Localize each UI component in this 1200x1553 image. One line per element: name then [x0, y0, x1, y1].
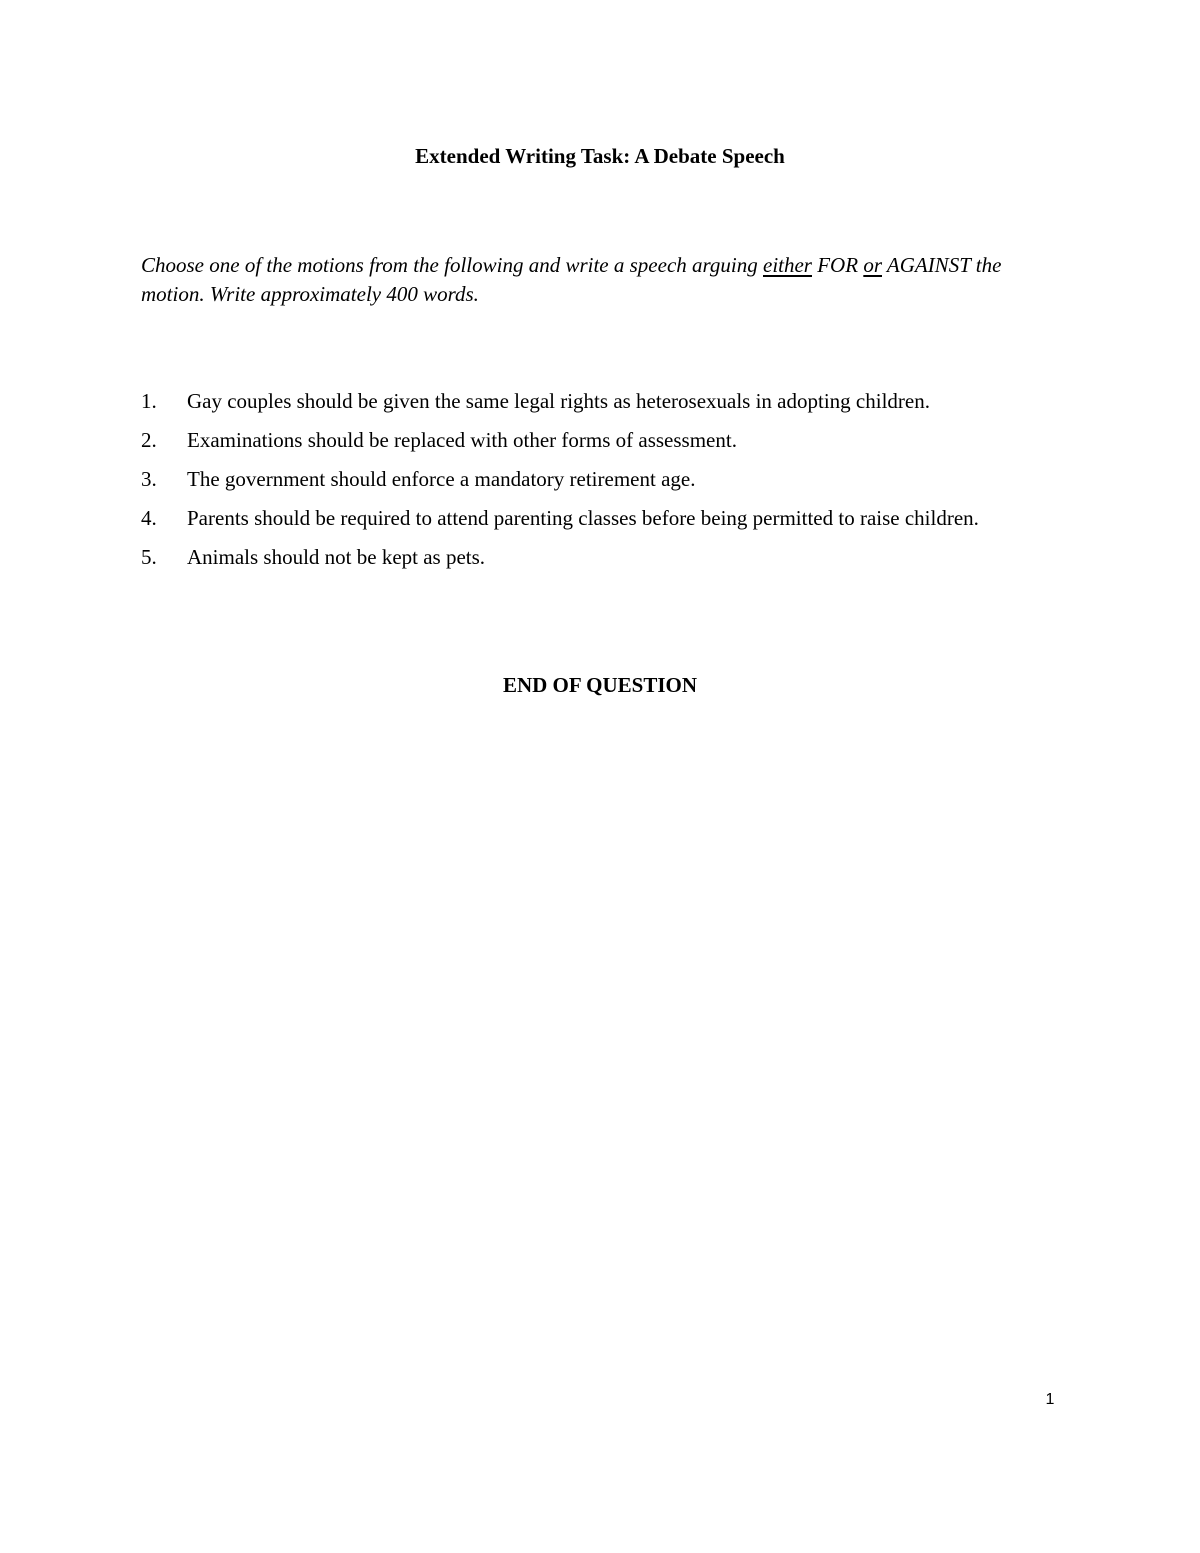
document-title: Extended Writing Task: A Debate Speech	[415, 144, 785, 168]
motion-number: 4.	[141, 506, 157, 530]
motion-number: 1.	[141, 389, 157, 413]
motion-text: Examinations should be replaced with other forms of assessment.	[187, 428, 737, 452]
instructions-text-3: AGAINST the motion. Write approximately 400 words.	[141, 253, 1002, 306]
instructions-text-1: Choose one of the motions from the following and write a speech arguing	[141, 253, 763, 277]
motion-item	[141, 466, 1041, 493]
motion-number: 3.	[141, 467, 157, 491]
page-number: 1	[1045, 1391, 1055, 1408]
instructions-either: either	[763, 253, 812, 277]
motion-number: 2.	[141, 428, 157, 452]
motions-list	[141, 388, 1041, 583]
motion-number: 5.	[141, 545, 157, 569]
instructions-or: or	[863, 253, 882, 277]
motion-text: Gay couples should be given the same legal rights as heterosexuals in adopting children.	[187, 389, 930, 413]
motion-text: The government should enforce a mandatory retirement age.	[187, 467, 696, 491]
task-instructions	[141, 251, 1021, 309]
instructions-text-2: FOR	[811, 253, 864, 277]
end-of-question: END OF QUESTION	[502, 673, 698, 697]
motion-item	[141, 388, 1041, 415]
motion-item	[141, 505, 1041, 532]
motion-text: Parents should be required to attend parenting classes before being permitted to raise children.	[187, 506, 979, 530]
motion-item	[141, 544, 1041, 571]
motion-text: Animals should not be kept as pets.	[187, 545, 486, 569]
motion-item	[141, 427, 1041, 454]
